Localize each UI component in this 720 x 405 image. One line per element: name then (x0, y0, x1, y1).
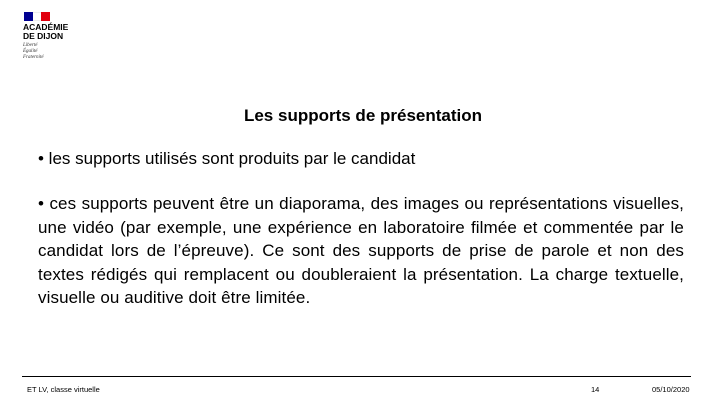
academie-name-line1: ACADÉMIE (23, 22, 69, 32)
academie-name (23, 23, 68, 41)
academie-logo (22, 10, 92, 66)
motto-line: Liberté (23, 43, 38, 48)
marianne-flag-icon (24, 12, 50, 21)
bullet-point-2: • ces supports peuvent être un diaporama, des images ou représentations visuelles, une vidéo (par exemple, une expérience en laboratoire filmée et commentée par le candidat lors de l’épreuve). Ce sont des supports de prise de parole et non des textes rédigés qui remplacent ou doubleraient la présentation. La charge textuelle, visuelle ou auditive doit être limitée. (38, 194, 684, 307)
motto-line: Fraternité (23, 55, 44, 60)
page-number: 14 (591, 385, 600, 394)
footer-label: ET LV, classe virtuelle (27, 385, 100, 394)
academie-name-line2: DE DIJON (23, 31, 64, 41)
bullet-point-1: • les supports utilisés sont produits par le candidat (38, 149, 416, 168)
motto-line: Égalité (23, 49, 38, 54)
footer-divider (22, 376, 691, 377)
republic-motto (23, 43, 44, 61)
slide-title: Les supports de présentation (243, 106, 483, 125)
footer-date: 05/10/2020 (652, 385, 690, 394)
